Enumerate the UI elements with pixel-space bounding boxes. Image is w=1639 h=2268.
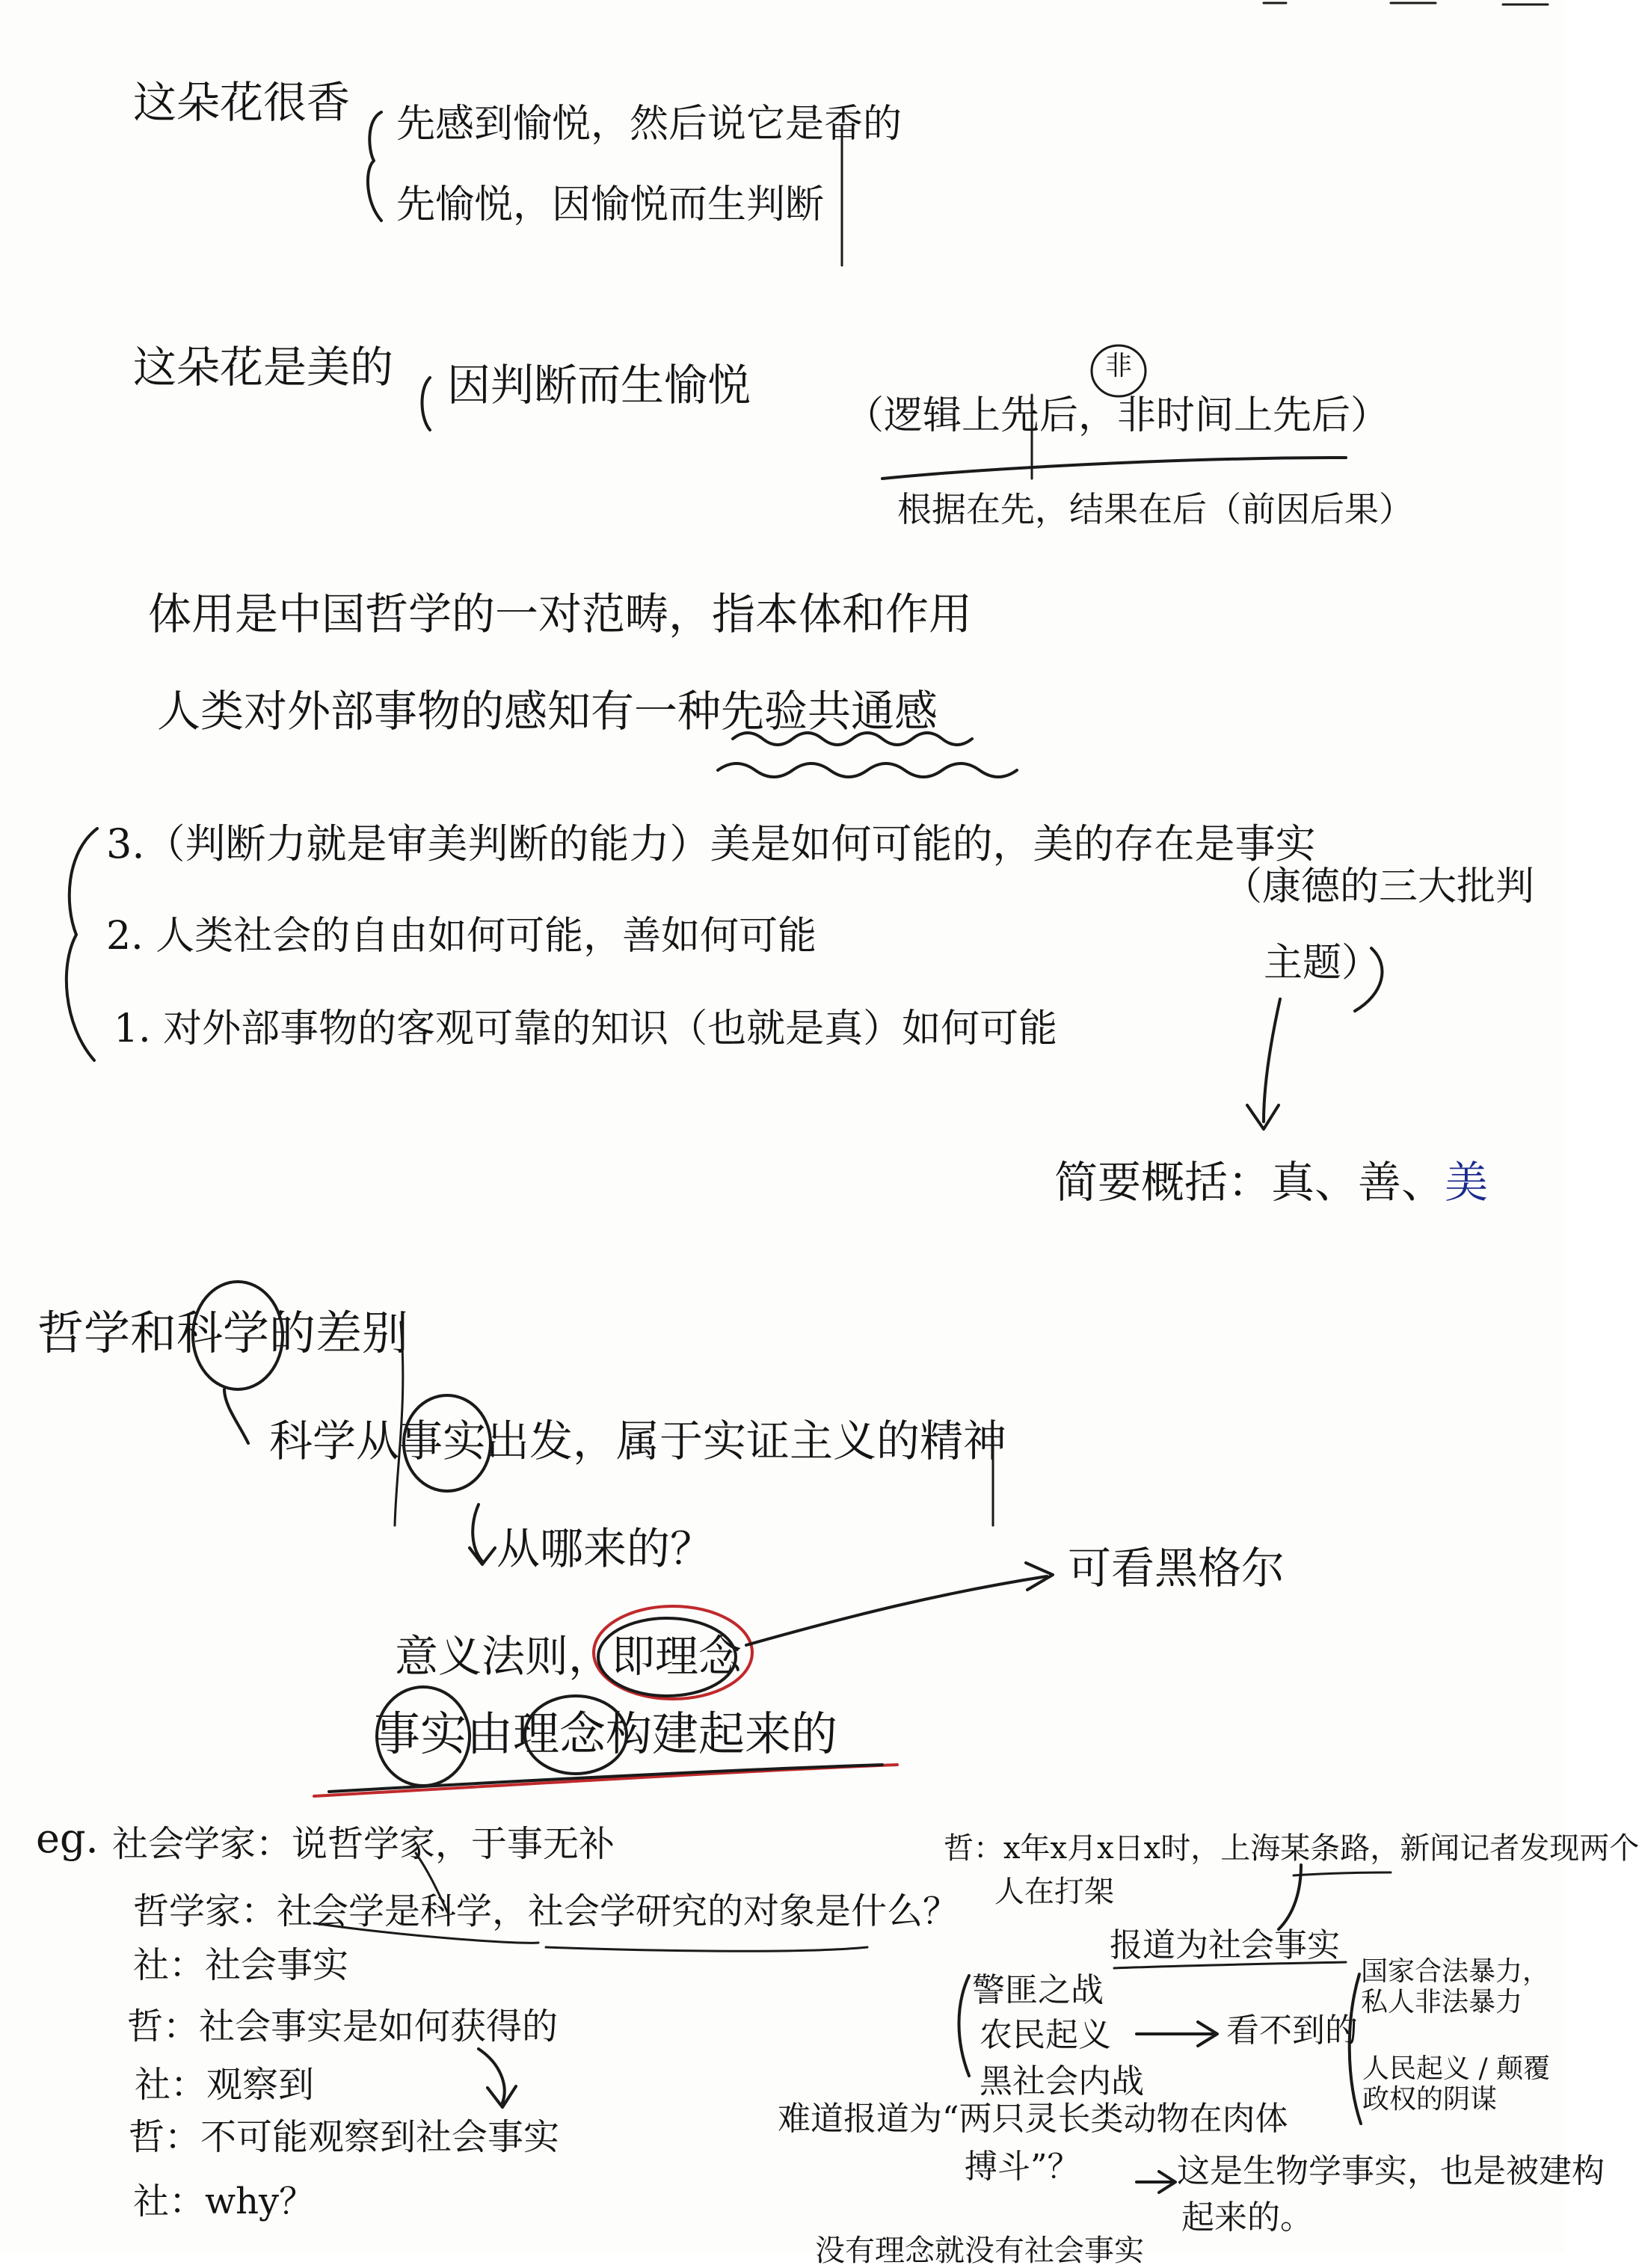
example-line-1: 哲：x年x月x日x时，上海某条路，新闻记者发现两个: [944, 1831, 1639, 1866]
example-line-2: 人在打架: [994, 1875, 1114, 1909]
beautiful-judgment: 因判断而生愉悦: [447, 360, 751, 411]
brace-beautiful: [422, 378, 430, 430]
dialog-underline: [314, 1923, 538, 1943]
dialog-philosopher-2: 哲：社会事实是如何获得的: [127, 2006, 559, 2047]
bottom-cut-line: 没有理念就没有社会事实: [815, 2234, 1144, 2268]
brace-fragrant: [368, 112, 381, 221]
conclusion-line-1: 这是生物学事实，也是被建构: [1177, 2152, 1605, 2190]
conclusion-line-2: 起来的。: [1181, 2198, 1313, 2237]
critique-item-2: 2. 人类社会的自由如何可能，善如何可能: [106, 914, 817, 959]
dialog-sociologist-2: 社：社会事实: [133, 1944, 349, 1986]
war-brace: [959, 1976, 970, 2076]
science-circle: [193, 1282, 283, 1389]
meaning-law-line: 意义法则，即理念: [395, 1631, 742, 1682]
apriori-wavy-underline-2: [718, 763, 1017, 777]
right-brace: [1350, 1974, 1361, 2124]
dialog-philosopher-3: 哲：不可能观察到社会事实: [129, 2116, 560, 2158]
fact-construct-line: 事实由理念构建起来的: [374, 1706, 838, 1761]
hegel-arrow: [746, 1576, 1047, 1645]
non-insert-mark: 非: [1105, 351, 1133, 381]
flower-fragrant-heading: 这朵花很香: [133, 77, 351, 128]
critique-item-1: 1. 对外部事物的客观可靠的知识（也就是真）如何可能: [114, 1007, 1058, 1051]
fragrant-option-2: 先愉悦，因愉悦而生判断: [396, 182, 825, 227]
fragrant-option-1: 先感到愉悦，然后说它是香的: [396, 102, 902, 147]
summary-separator: 、: [1401, 1157, 1445, 1208]
logic-explanation: 根据在先，结果在后（前因后果）: [897, 489, 1413, 529]
construct-underline: [329, 1765, 882, 1792]
dialog-sociologist-1: 社会学家：说哲学家，于事无补: [112, 1823, 615, 1865]
idea-circle-2: [525, 1696, 627, 1774]
science-arrow: [224, 1389, 248, 1443]
apriori-wavy-underline: [733, 733, 972, 745]
report-underline: [1114, 1962, 1346, 1968]
critique-brace: [67, 829, 97, 1060]
war-option-3: 黑社会内战: [980, 2062, 1144, 2100]
fact-circle: [404, 1395, 491, 1491]
question-line-2: 搏斗”？: [965, 2148, 1080, 2186]
logic-underline: [882, 458, 1346, 479]
cannot-see-note: 看不到的: [1226, 2012, 1358, 2050]
science-statement: 科学从事实出发，属于实证主义的精神: [269, 1416, 1007, 1466]
kant-paren: [1355, 948, 1382, 1011]
right-note-1: 国家合法暴力，私人非法暴力: [1361, 1956, 1550, 2018]
tiyong-line: 体用是中国哲学的一对范畴，指本体和作用: [148, 588, 973, 639]
fact-circle-2: [377, 1687, 470, 1786]
dialog-sociologist-3: 社：观察到: [135, 2064, 315, 2106]
dialog-sociologist-4: 社：why？: [133, 2181, 316, 2222]
hegel-reference: 可看黑格尔: [1068, 1543, 1285, 1594]
kant-arrow: [1264, 999, 1280, 1122]
where-from-question: 从哪来的？: [496, 1523, 714, 1574]
dialog-connector: [416, 1853, 449, 1914]
war-option-2: 农民起义: [980, 2016, 1111, 2054]
war-option-1: 警匪之战: [972, 1971, 1104, 2009]
kant-note-line-2: 主题）: [1264, 941, 1381, 986]
summary-separator: 、: [1314, 1157, 1359, 1208]
idea-circle: [598, 1618, 736, 1696]
summary-beauty: 美: [1445, 1157, 1489, 1208]
non-circle: [1092, 345, 1146, 396]
eg-label: eg.: [36, 1815, 99, 1862]
vertical-stroke: [395, 1322, 403, 1525]
philosophy-science-title: 哲学和科学的差别: [37, 1306, 409, 1360]
dialog-arrowhead: [488, 2086, 516, 2107]
dialog-underline: [546, 1947, 867, 1951]
dialog-philosopher-1: 哲学家：社会学是科学，社会学研究的对象是什么？: [133, 1890, 959, 1932]
summary-good: 善: [1358, 1157, 1402, 1208]
apriori-line: 人类对外部事物的感知有一种先验共通感: [157, 686, 938, 737]
right-note-2: 人民起义 / 颠覆政权的阴谋: [1362, 2053, 1551, 2115]
critique-item-3: 3.（判断力就是审美判断的能力）美是如何可能的，美的存在是事实: [106, 820, 1316, 867]
summary-true: 真: [1271, 1157, 1315, 1208]
question-line-1: 难道报道为“两只灵长类动物在肉体: [778, 2100, 1288, 2138]
example-underline: [1294, 1872, 1391, 1875]
report-as-fact: 报道为社会事实: [1110, 1926, 1340, 1964]
flower-beautiful-heading: 这朵花是美的: [133, 342, 394, 393]
summary-prefix: 简要概括：: [1054, 1157, 1272, 1208]
kant-note-line-1: （康德的三大批判: [1223, 864, 1535, 909]
logic-order-note: （逻辑上先后，非时间上先后）: [845, 393, 1390, 438]
